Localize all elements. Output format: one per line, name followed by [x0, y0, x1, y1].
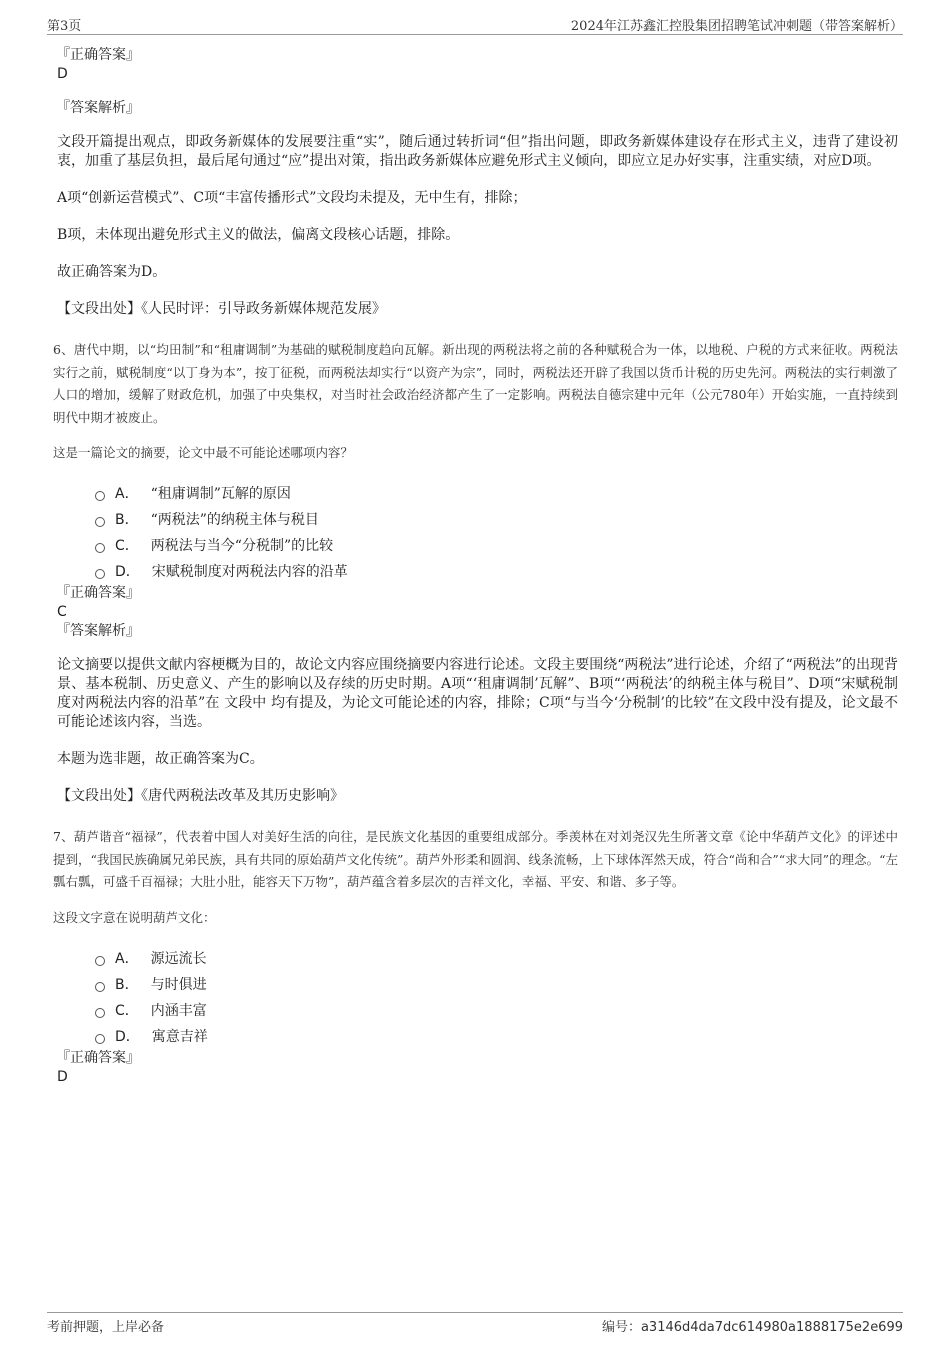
radio-icon[interactable]: [95, 982, 105, 992]
answer-value: D: [57, 66, 68, 82]
answer-label: 『正确答案』: [56, 1049, 140, 1066]
option-a[interactable]: A． “租庸调制”瓦解的原因: [95, 480, 898, 506]
option-a[interactable]: A． 源远流长: [95, 945, 898, 971]
source-line: [57, 300, 898, 319]
answer-value: D: [57, 1068, 68, 1085]
option-c[interactable]: C． 内涵丰富: [95, 997, 898, 1023]
radio-icon[interactable]: [95, 1034, 105, 1044]
source-line: [57, 787, 898, 806]
question-text: 7、葫芦谐音“福禄”，代表着中国人对美好生活的向往，是民族文化基因的重要组成部分。季羡林在对刘尧汉先生所著文章《论中华葫芦文化》的评述中提到，“我国民族确属兄弟民族，具有共同的原始葫芦文化传统”。葫芦外形柔和圆润、线条流畅，上下球体浑然天成，符合“尚和合”“求大同”的理念。“左瓢右瓢，可盛千百福禄；大肚小肚，能容天下万物”，葫芦蕴含着多层次的吉祥文化，幸福、平安、和谐、多子等。: [53, 829, 898, 889]
answer-value: C: [57, 604, 67, 620]
question-prompt: 这段文字意在说明葫芦文化：: [53, 909, 216, 925]
question-text: 6、唐代中期，以“均田制”和“租庸调制”为基础的赋税制度趋向瓦解。新出现的两税法将之前的各种赋税合为一体，以地税、户税的方式来征收。两税法实行之前，赋税制度“以丁身为本”，按丁征税，而两税法却实行“以资产为宗”，同时，两税法还开辟了我国以货币计税的历史先河。两税法的实行刺激了人口的增加，缓解了财政危机，加强了中央集权，对当时社会政治经济都产生了一定影响。两税法自德宗建中元年（公元780年）开始实施，一直持续到明代中期才被废止。: [53, 342, 898, 425]
source-title: 《人民时评：引导政务新媒体规范发展》: [141, 301, 386, 317]
source-label: 【文段出处】: [57, 301, 141, 317]
analysis-label: 『答案解析』: [56, 100, 140, 116]
source-title: 《唐代两税法改革及其历史影响》: [141, 788, 344, 804]
radio-icon[interactable]: [95, 543, 105, 553]
analysis-paragraph: 文段开篇提出观点，即政务新媒体的发展要注重“实”，随后通过转折词“但”指出问题，即政务新媒体建设存在形式主义，违背了建设初衷，加重了基层负担，最后尾句通过“应”提出对策，指出政务新媒体应避免形式主义倾向，即应立足办好实事，注重实绩，对应D项。: [57, 134, 898, 169]
radio-icon[interactable]: [95, 1008, 105, 1018]
document-code: [602, 1316, 903, 1335]
radio-icon[interactable]: [95, 491, 105, 501]
code-label: 编号：: [601, 1320, 641, 1335]
analysis-paragraph: A项“创新运营模式”、C项“丰富传播形式”文段均未提及，无中生有，排除；: [57, 190, 527, 206]
page-content: [53, 46, 898, 1087]
option-b[interactable]: B． “两税法”的纳税主体与税目: [95, 506, 898, 532]
document-title: 2024年江苏鑫汇控股集团招聘笔试冲刺题（带答案解析）: [570, 19, 903, 34]
page-header: [47, 14, 903, 35]
option-c[interactable]: C． 两税法与当今“分税制”的比较: [95, 532, 898, 558]
radio-icon[interactable]: [95, 517, 105, 527]
code-value: a3146d4da7dc614980a1888175e2e699: [640, 1320, 903, 1335]
option-list: [95, 480, 898, 584]
answer-label: 『正确答案』: [56, 585, 140, 601]
option-b[interactable]: B． 与时俱进: [95, 971, 898, 997]
analysis-paragraph: 故正确答案为D。: [57, 264, 167, 280]
analysis-paragraph: 本题为选非题，故正确答案为C。: [57, 751, 264, 767]
radio-icon[interactable]: [95, 956, 105, 966]
radio-icon[interactable]: [95, 569, 105, 579]
answer-label: 『正确答案』: [56, 47, 140, 63]
source-label: 【文段出处】: [57, 788, 141, 804]
analysis-paragraph: 论文摘要以提供文献内容梗概为目的，故论文内容应围绕摘要内容进行论述。文段主要围绕“两税法”进行论述，介绍了“两税法”的出现背景、基本税制、历史意义、产生的影响以及存续的历史时期。A项“‘租庸调制’瓦解”、B项“‘两税法’的纳税主体与税目”、D项“宋赋税制度对两税法内容的沿革”在 文段中 均有提及，为论文可能论述的内容，排除；C项“与当今‘分税制’的比较”在文段中没有提及，论文最不可能论述该内容，当选。: [57, 657, 898, 730]
option-d[interactable]: D． 寓意吉祥: [95, 1023, 898, 1049]
question-prompt: 这是一篇论文的摘要，论文中最不可能论述哪项内容？: [53, 445, 354, 460]
footer-slogan: 考前押题，上岸必备: [47, 1320, 165, 1335]
page-footer: [47, 1312, 903, 1333]
page-number: 第3页: [47, 19, 82, 34]
analysis-label: 『答案解析』: [56, 623, 140, 639]
analysis-paragraph: B项，未体现出避免形式主义的做法，偏离文段核心话题，排除。: [57, 227, 460, 243]
option-list: [95, 945, 898, 1049]
option-d[interactable]: D． 宋赋税制度对两税法内容的沿革: [95, 558, 898, 584]
